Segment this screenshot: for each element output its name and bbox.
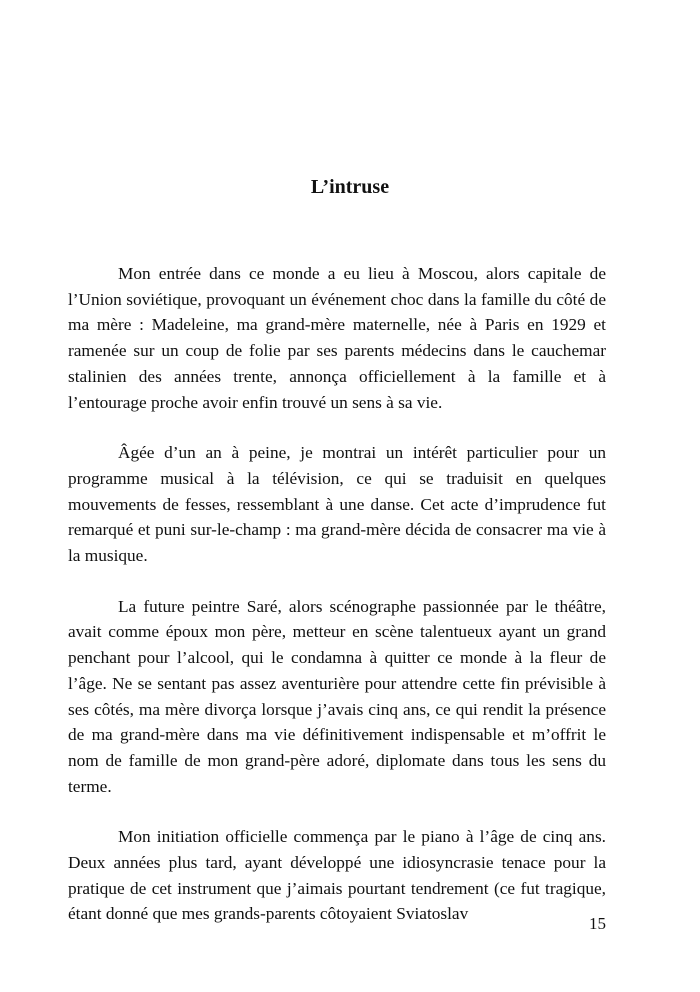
paragraph: Âgée d’un an à peine, je montrai un intérêt particulier pour un programme musical à la télévision, ce qui se traduisit en quelques mouvements de fesses, ressemblant à une danse. Cet acte d’imprudence fut remarqué et puni sur-le-champ : ma grand-mère décida de consacrer ma vie à la musique. bbox=[68, 443, 606, 566]
paragraph: La future peintre Saré, alors scénographe passionnée par le théâtre, avait comme époux mon père, metteur en scène talentueux ayant un grand penchant pour l’alcool, qui le condamna à quitter ce monde à la fleur de l’âge. Ne se sentant pas assez aventurière pour attendre cette fin prévisible à ses côtés, ma mère divorça lorsque j’avais cinq ans, ce qui rendit la présence de ma grand-mère dans ma vie définitivement indispensable et m’offrit le nom de famille de mon grand-père adoré, diplomate dans tous les sens du terme. bbox=[68, 596, 606, 796]
page-number: 15 bbox=[589, 914, 606, 933]
chapter-title: L’intruse bbox=[310, 176, 390, 198]
body-text bbox=[68, 261, 606, 952]
paragraph: Mon initiation officielle commença par le piano à l’âge de cinq ans. Deux années plus tard, ayant développé une idiosyncrasie tenace pour la pratique de cet instrument que j’aimais pourtant tendrement (ce fut tragique, étant donné que mes grands-parents côtoyaient Sviatoslav bbox=[68, 827, 606, 924]
paragraph: Mon entrée dans ce monde a eu lieu à Moscou, alors capitale de l’Union soviétique, provoquant un événement choc dans la famille du côté de ma mère : Madeleine, ma grand-mère maternelle, née à Paris en 1929 et ramenée sur un coup de folie par ses parents médecins dans le cauchemar stalinien des années trente, annonça officiellement à la famille et à l’entourage proche avoir enfin trouvé un sens à sa vie. bbox=[68, 264, 606, 412]
